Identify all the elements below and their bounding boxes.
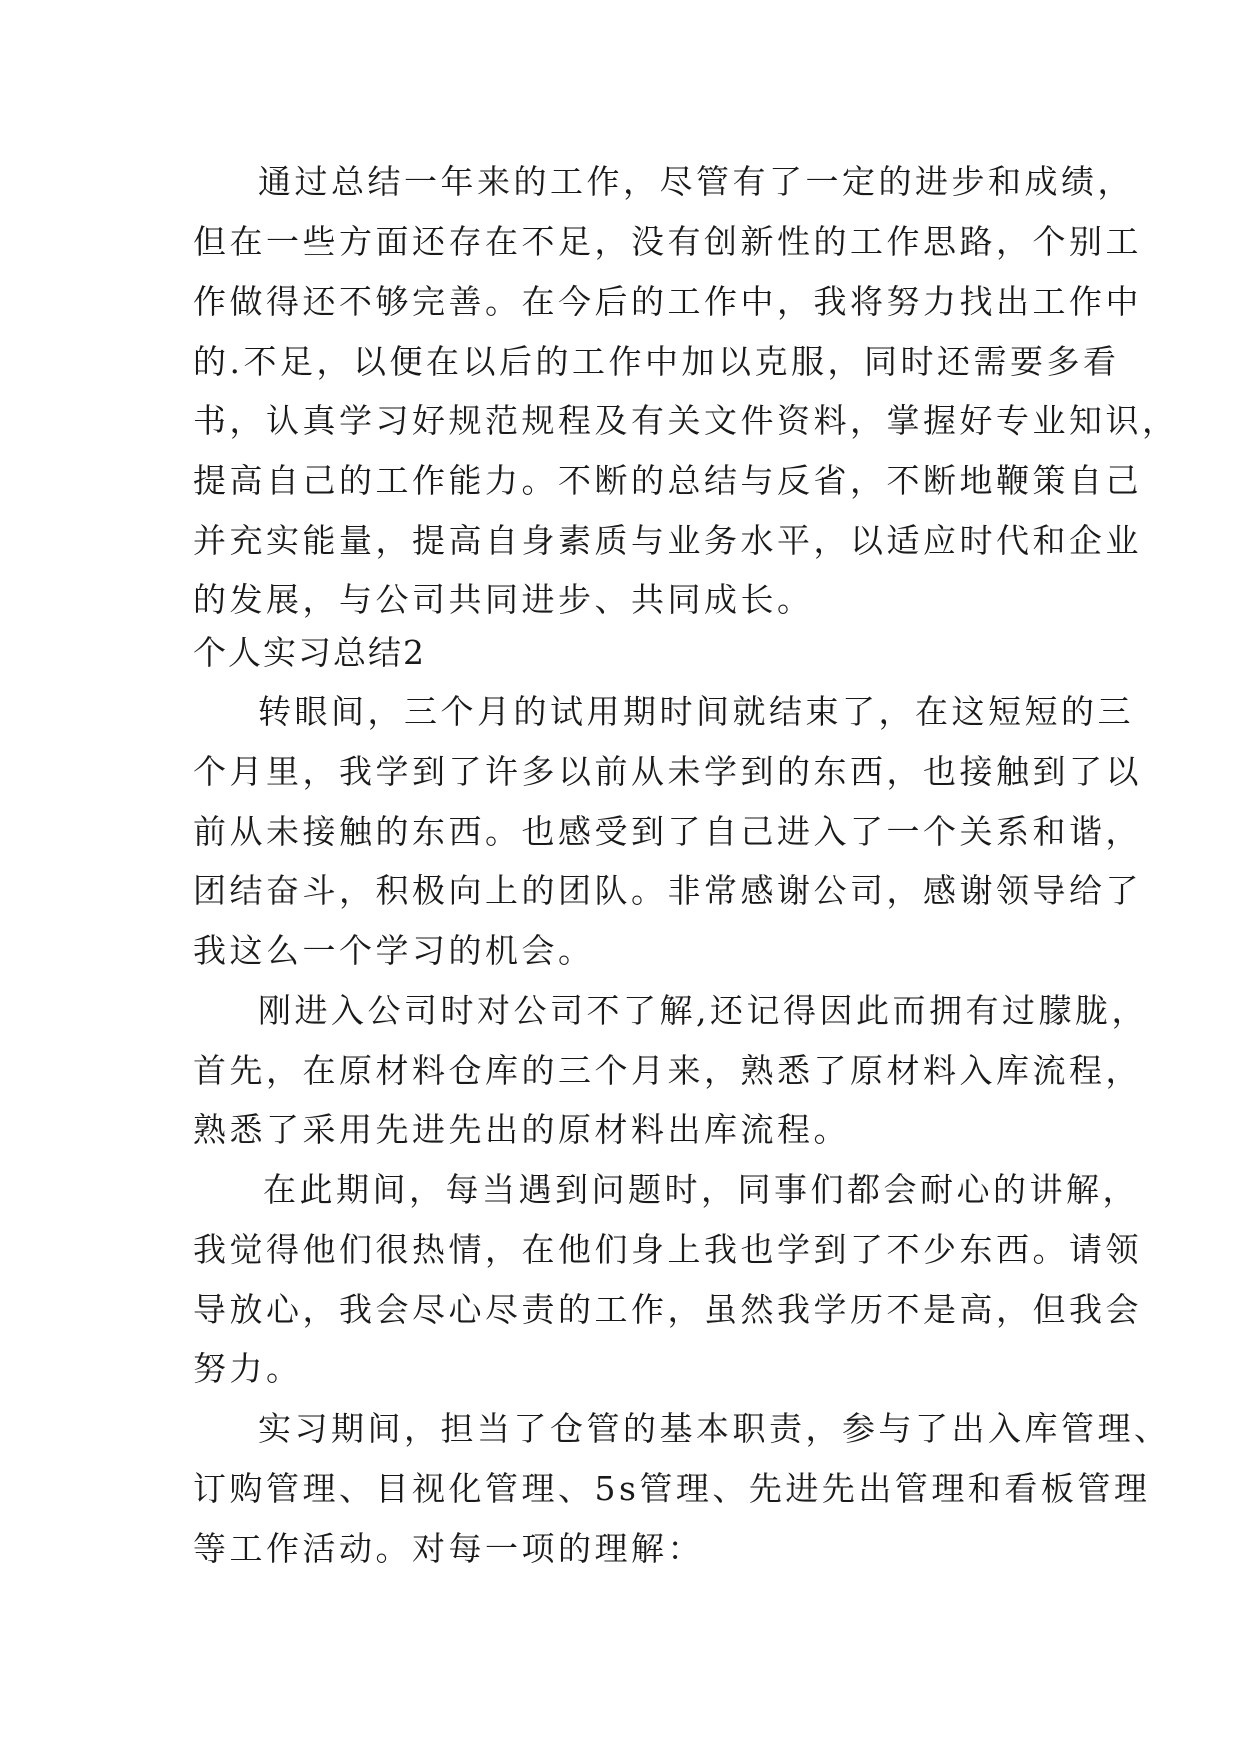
text-line: 实习期间，担当了仓管的基本职责，参与了出入库管理、	[258, 1409, 1171, 1448]
text-line: 导放心，我会尽心尽责的工作，虽然我学历不是高，但我会	[193, 1290, 1142, 1329]
text-line: 努力。	[193, 1349, 303, 1388]
text-line: 我觉得他们很热情，在他们身上我也学到了不少东西。请领	[193, 1230, 1142, 1269]
text-line: 通过总结一年来的工作，尽管有了一定的进步和成绩，	[258, 162, 1134, 201]
text-line: 提高自己的工作能力。不断的总结与反省，不断地鞭策自己	[193, 461, 1142, 500]
text-line: 熟悉了采用先进先出的原材料出库流程。	[193, 1110, 850, 1149]
text-line: 转眼间，三个月的试用期时间就结束了，在这短短的三	[258, 692, 1134, 731]
text-line: 前从未接触的东西。也感受到了自己进入了一个关系和谐，	[193, 812, 1142, 851]
text-line: 等工作活动。对每一项的理解：	[193, 1529, 704, 1568]
text-line: 我这么一个学习的机会。	[193, 931, 595, 970]
text-line: 个月里，我学到了许多以前从未学到的东西，也接触到了以	[193, 752, 1142, 791]
text-line: 在此期间，每当遇到问题时，同事们都会耐心的讲解，	[263, 1170, 1139, 1209]
text-line: 团结奋斗，积极向上的团队。非常感谢公司，感谢领导给了	[193, 871, 1142, 910]
text-line: 刚进入公司时对公司不了解,还记得因此而拥有过朦胧，	[258, 991, 1148, 1030]
text-line: 书，认真学习好规范规程及有关文件资料，掌握好专业知识，	[193, 401, 1179, 440]
section-heading: 个人实习总结2	[193, 633, 426, 672]
text-line: 的发展，与公司共同进步、共同成长。	[193, 580, 814, 619]
text-line: 的.不足，以便在以后的工作中加以克服，同时还需要多看	[193, 342, 1120, 381]
text-line: 首先，在原材料仓库的三个月来，熟悉了原材料入库流程，	[193, 1051, 1142, 1090]
text-line: 并充实能量，提高自身素质与业务水平，以适应时代和企业	[193, 521, 1142, 560]
text-line: 但在一些方面还存在不足，没有创新性的工作思路，个别工	[193, 222, 1142, 261]
text-line: 作做得还不够完善。在今后的工作中，我将努力找出工作中	[193, 282, 1142, 321]
text-line: 订购管理、目视化管理、5s管理、先进先出管理和看板管理	[193, 1469, 1151, 1508]
